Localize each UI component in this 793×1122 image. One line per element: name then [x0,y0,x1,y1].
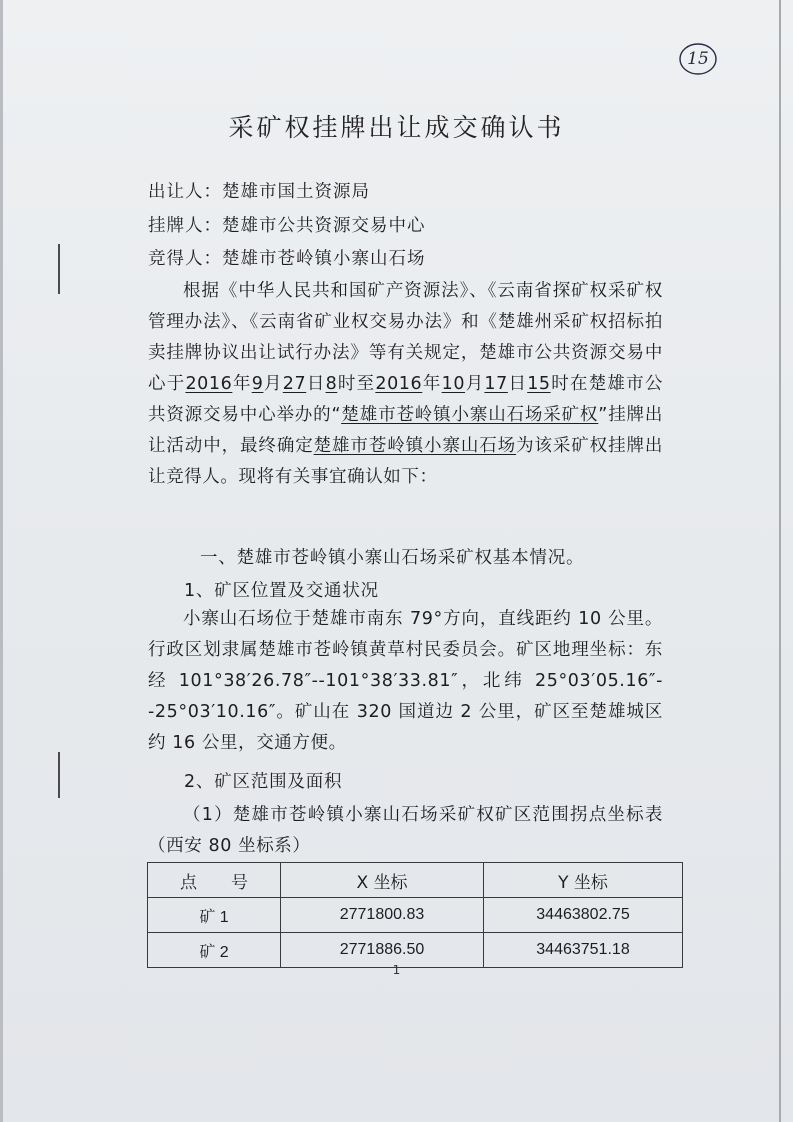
table-caption: （1）楚雄市苍岭镇小寨山石场采矿权矿区范围拐点坐标表（西安 80 坐标系） [148,805,663,856]
start-month: 9 [251,374,264,394]
lister-value: 楚雄市公共资源交易中心 [222,216,426,236]
end-day: 17 [484,374,508,394]
cell-y: 34463751.18 [484,933,683,968]
start-hour: 8 [325,374,338,394]
end-month: 10 [441,374,466,394]
scan-left-edge [0,0,3,1122]
header-y: Y 坐标 [484,863,683,898]
cell-point: 矿 1 [148,898,281,933]
winner-inline: 楚雄市苍岭镇小寨山石场 [313,436,517,456]
cell-y: 34463802.75 [484,898,683,933]
scan-right-edge [779,0,781,1122]
end-year: 2016 [375,374,423,394]
binding-mark-lower [58,752,60,798]
section-1-heading: 一、楚雄市苍岭镇小寨山石场采矿权基本情况。 [200,548,585,568]
winner-value: 楚雄市苍岭镇小寨山石场 [222,249,426,269]
cell-point: 矿 2 [148,933,281,968]
cell-x: 2771800.83 [281,898,484,933]
winner-line [148,245,426,270]
transferor-label: 出让人： [148,182,222,202]
binding-mark-upper [58,244,60,294]
footer-page-number: 1 [392,963,401,977]
transferor-line [148,178,370,203]
header-x: X 坐标 [281,863,484,898]
coordinate-table [147,862,683,968]
start-year: 2016 [185,374,233,394]
header-point: 点 号 [148,863,281,898]
subsection-2-heading: 2、矿区范围及面积 [184,772,343,792]
document-title: 采矿权挂牌出让成交确认书 [228,113,565,142]
intro-paragraph: 根据《中华人民共和国矿产资源法》、《云南省探矿权采矿权管理办法》、《云南省矿业权交易办法》和《楚雄州采矿权招标拍卖挂牌协议出让试行办法》等有关规定，楚雄市公共资源交易中心于2016年9月27日8时至2016年10月17日15时在楚雄市公共资源交易中心举办的“楚雄市苍岭镇小寨山石场采矿权”挂牌出让活动中，最终确定楚雄市苍岭镇小寨山石场为该采矿权挂牌出让竞得人。现将有关事宜确认如下： [148,281,663,487]
transferor-value: 楚雄市国土资源局 [222,182,370,202]
subsection-1-heading: 1、矿区位置及交通状况 [184,581,379,601]
cell-x: 2771886.50 [281,933,484,968]
handwritten-page-number: 15 [678,42,718,76]
location-paragraph: 小寨山石场位于楚雄市南东 79°方向，直线距约 10 公里。行政区划隶属楚雄市苍岭镇黄草村民委员会。矿区地理坐标：东经 101°38′26.78″--101°38′33.81″，北纬 25°03′05.16″--25°03′10.16″。矿山在 320 国道边 2 公里，矿区至楚雄城区约 16 公里，交通方便。 [148,609,663,753]
start-day: 27 [282,374,307,394]
project-name: 楚雄市苍岭镇小寨山石场采矿权 [341,405,599,425]
table-header-row [148,863,683,898]
end-hour: 15 [527,374,551,394]
winner-label: 竞得人： [148,249,222,269]
lister-line [148,212,426,237]
table-row [148,898,683,933]
lister-label: 挂牌人： [148,216,222,236]
